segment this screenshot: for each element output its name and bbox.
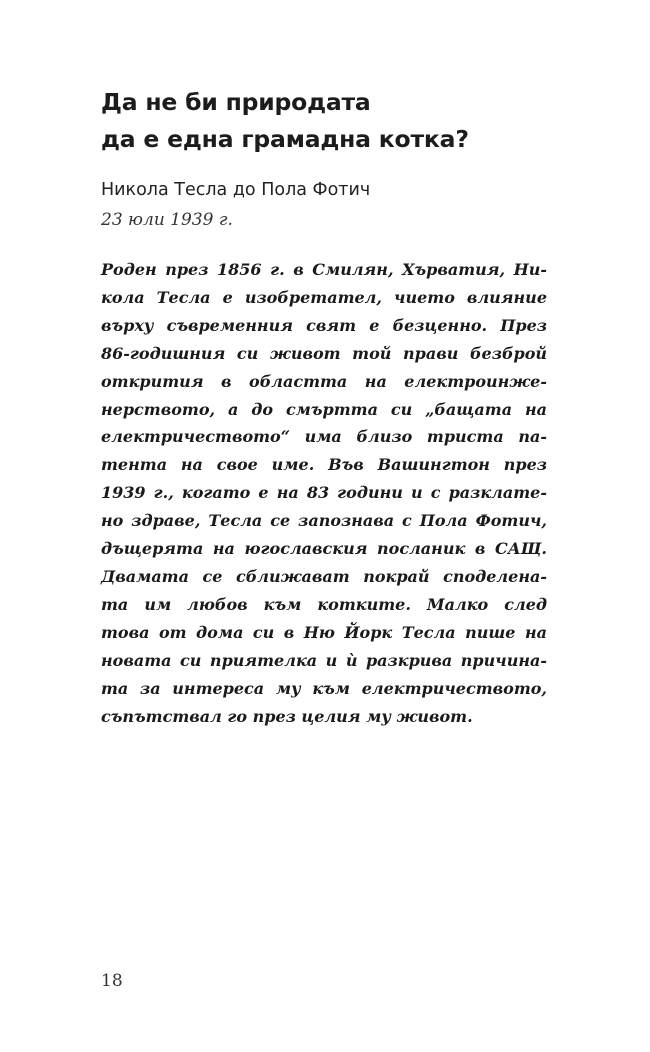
intro-line: та за интереса му към електричеството, bbox=[101, 678, 547, 698]
chapter-title-line: Да не би природата bbox=[101, 88, 371, 116]
intro-paragraph bbox=[101, 256, 547, 730]
letter-date: 23 юли 1939 г. bbox=[101, 210, 233, 230]
intro-line: Роден през 1856 г. в Смилян, Хърватия, Ни- bbox=[101, 260, 547, 279]
intro-line: та им любов към котките. Малко след bbox=[101, 594, 547, 614]
intro-line: тента на свое име. Във Вашингтон през bbox=[101, 455, 547, 475]
intro-line: дъщерята на югославския посланик в САЩ. bbox=[101, 539, 547, 559]
letter-author-line: Никола Тесла до Пола Фотич bbox=[101, 180, 371, 200]
page-number: 18 bbox=[101, 971, 123, 991]
chapter-title bbox=[101, 84, 561, 158]
intro-line: електричеството“ има близо триста па- bbox=[101, 427, 547, 447]
letter-byline bbox=[101, 175, 561, 235]
intro-line: 1939 г., когато е на 83 години и с разклате- bbox=[101, 483, 547, 503]
intro-line: но здраве, Тесла се запознава с Пола Фотич, bbox=[101, 511, 547, 531]
intro-line: кола Тесла е изобретател, чието влияние bbox=[101, 287, 547, 307]
chapter-title-line: да е една грамадна котка? bbox=[101, 125, 469, 153]
intro-line: това от дома си в Ню Йорк Тесла пише на bbox=[101, 622, 547, 642]
intro-line: 86-годишния си живот той прави безброй bbox=[101, 343, 547, 363]
intro-line: върху съвременния свят е безценно. През bbox=[101, 315, 547, 335]
intro-line: открития в областта на електроинже- bbox=[101, 371, 547, 391]
intro-line: нерството, а до смъртта си „бащата на bbox=[101, 399, 547, 419]
intro-line: новата си приятелка и ѝ разкрива причина- bbox=[101, 650, 547, 670]
intro-line: съпътствал го през целия му живот. bbox=[101, 706, 473, 726]
intro-line: Двамата се сближават покрай споделена- bbox=[101, 566, 547, 586]
